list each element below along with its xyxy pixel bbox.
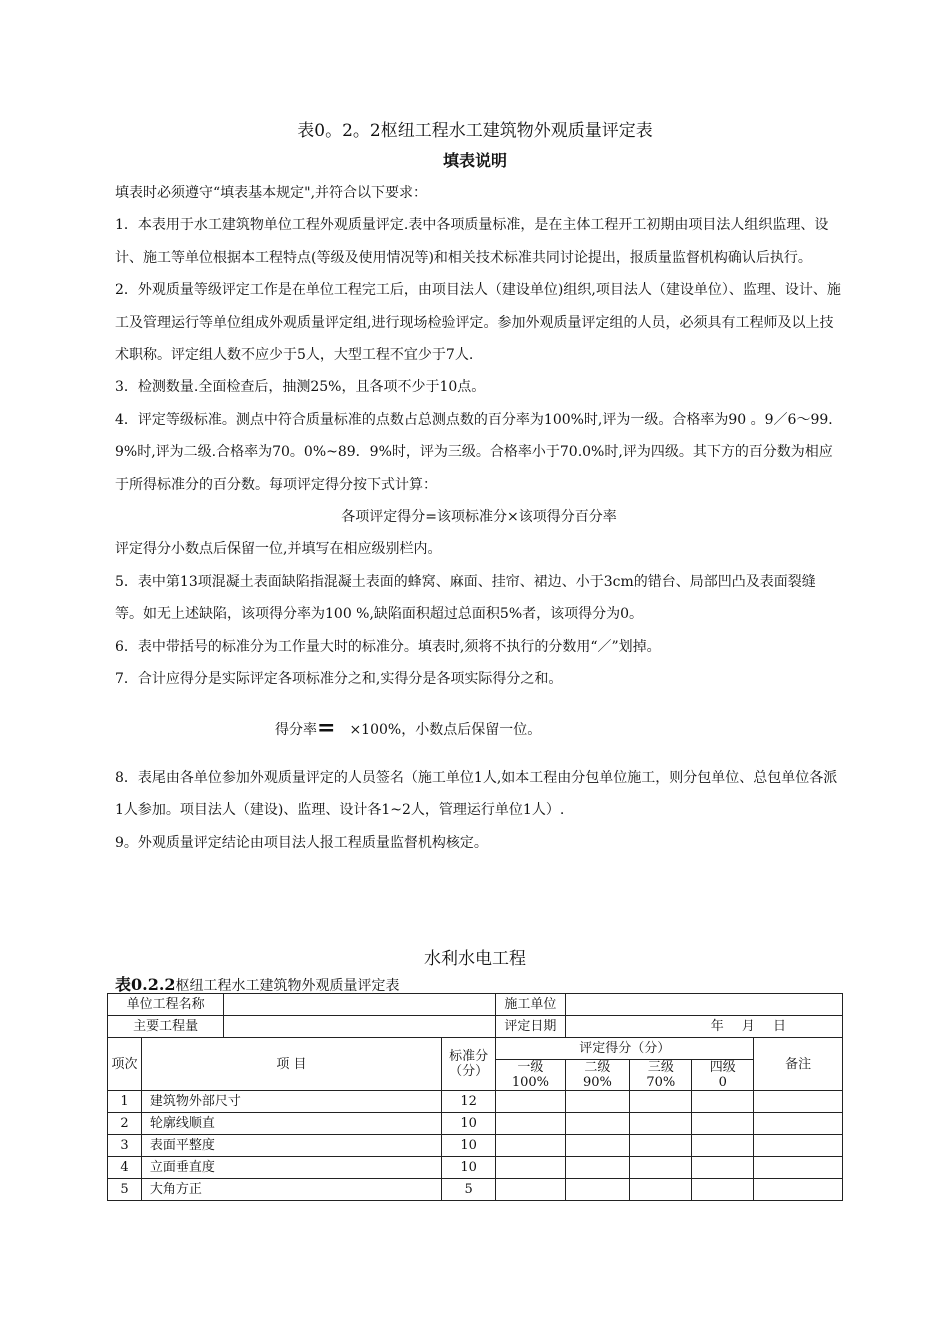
organization-heading: 水利水电工程 [424,949,526,969]
rate-formula-label: 得分率 [275,721,317,738]
unit-name-field[interactable] [224,994,496,1016]
score-cell[interactable] [496,1113,565,1135]
grade-name: 二级 [584,1060,611,1075]
score-formula: 各项评定得分=该项标准分×该项得分百分率 [341,509,617,526]
rate-formula [275,712,843,746]
table-caption [115,972,400,995]
grade-pct: 0 [718,1075,727,1090]
main-quantity-field[interactable] [224,1016,496,1038]
table-row [108,1091,843,1113]
table-row [108,1135,843,1157]
construction-unit-label: 施工单位 [496,994,565,1016]
table-caption-text: 枢纽工程水工建筑物外观质量评定表 [175,978,400,994]
col-seq-header: 项次 [108,1038,142,1091]
quality-evaluation-table [107,993,843,1201]
grade-pct: 90% [582,1075,612,1090]
unit-name-label: 单位工程名称 [108,994,224,1016]
score-cell[interactable] [692,1135,754,1157]
score-cell[interactable] [692,1091,754,1113]
remark-cell[interactable] [754,1113,843,1135]
row-std: 10 [442,1157,496,1179]
row-no: 1 [108,1091,142,1113]
row-std: 5 [442,1179,496,1201]
score-cell[interactable] [630,1157,692,1179]
score-cell[interactable] [565,1091,630,1113]
paragraph-3: 3．检测数量.全面检查后，抽测25%，且各项不少于10点。 [115,379,486,396]
paragraph-9: 9。外观质量评定结论由项目法人报工程质量监督机构核定。 [115,834,488,851]
remark-cell[interactable] [754,1179,843,1201]
row-item: 建筑物外部尺寸 [141,1091,441,1113]
remark-cell[interactable] [754,1091,843,1113]
instructions-body [115,177,843,859]
grade-2-header [565,1060,630,1091]
grade-pct: 70% [646,1075,676,1090]
score-cell[interactable] [692,1157,754,1179]
main-quantity-label: 主要工程量 [108,1016,224,1038]
col-remark-header: 备注 [754,1038,843,1091]
col-score-header: 评定得分（分） [496,1038,754,1060]
row-item: 大角方正 [141,1179,441,1201]
header-row-1 [108,994,843,1016]
score-cell[interactable] [565,1135,630,1157]
remark-cell[interactable] [754,1157,843,1179]
grade-name: 三级 [647,1060,674,1075]
header-row-2 [108,1016,843,1038]
row-no: 5 [108,1179,142,1201]
document-title: 表0。2。2枢纽工程水工建筑物外观质量评定表 [297,121,653,141]
row-std: 10 [442,1135,496,1157]
table-row [108,1113,843,1135]
paragraph-7: 7．合计应得分是实际评定各项标准分之和,实得分是各项实际得分之和。 [115,671,563,688]
section-heading: 填表说明 [442,151,507,170]
grade-name: 四级 [709,1060,736,1075]
rate-formula-equals: = [317,714,336,741]
score-cell[interactable] [496,1091,565,1113]
eval-date-field[interactable]: 年 月 日 [565,1016,842,1038]
paragraph-1: 1．本表用于水工建筑物单位工程外观质量评定.表中各项质量标准，是在主体工程开工初期由项目法人组织监理、设计、施工等单位根据本工程特点(等级及使用情况等)和相关技术标准共同讨论提出，报质量监督机构确认后执行。 [115,217,829,266]
row-std: 10 [442,1113,496,1135]
score-cell[interactable] [630,1179,692,1201]
row-item: 立面垂直度 [141,1157,441,1179]
row-no: 4 [108,1157,142,1179]
score-cell[interactable] [692,1113,754,1135]
paragraph-4: 4．评定等级标准。测点中符合质量标准的点数占总测点数的百分率为100%时,评为一级。合格率为90 。9／6～99．9%时,评为二级.合格率为70。0%~89．9%时，评为三级。合格率小于70.0%时,评为四级。其下方的百分数为相应于所得标准分的百分数。每项评定得分按下式计算： [115,411,843,493]
row-item: 轮廓线顺直 [141,1113,441,1135]
row-std: 12 [442,1091,496,1113]
remark-cell[interactable] [754,1135,843,1157]
rate-formula-rest: ×100%，小数点后保留一位。 [349,721,542,738]
paragraph-4b: 评定得分小数点后保留一位,并填写在相应级别栏内。 [115,541,442,558]
paragraph-8: 8．表尾由各单位参加外观质量评定的人员签名（施工单位1人,如本工程由分包单位施工，则分包单位、总包单位各派1人参加。项目法人（建设)、监理、设计各1~2人，管理运行单位1人）. [115,769,838,819]
paragraph-6: 6．表中带括号的标准分为工作量大时的标准分。填表时,须将不执行的分数用“／”划掉。 [115,638,661,655]
score-cell[interactable] [565,1179,630,1201]
grade-4-header [692,1060,754,1091]
construction-unit-field[interactable] [565,994,842,1016]
table-row [108,1179,843,1201]
grade-3-header [630,1060,692,1091]
paragraph-5: 5．表中第13项混凝土表面缺陷指混凝土表面的蜂窝、麻面、挂帘、裙边、小于3cm的错台、局部凹凸及表面裂缝等。如无上述缺陷，该项得分率为100 %,缺陷面积超过总面积5%者，该项得分为0。 [115,573,816,623]
score-cell[interactable] [565,1113,630,1135]
score-cell[interactable] [630,1135,692,1157]
score-cell[interactable] [692,1179,754,1201]
score-cell[interactable] [630,1091,692,1113]
row-no: 2 [108,1113,142,1135]
row-no: 3 [108,1135,142,1157]
score-cell[interactable] [630,1113,692,1135]
score-cell[interactable] [496,1135,565,1157]
intro-text: 填表时必须遵守“填表基本规定",并符合以下要求： [115,185,428,201]
grade-1-header [496,1060,565,1091]
column-header-row [108,1038,843,1060]
eval-date-label: 评定日期 [496,1016,565,1038]
grade-pct: 100% [511,1075,549,1090]
score-cell[interactable] [565,1157,630,1179]
score-cell[interactable] [496,1157,565,1179]
table-caption-number: 表0.2.2 [115,975,176,994]
col-std-header: 标准分（分） [442,1038,496,1091]
paragraph-2: 2．外观质量等级评定工作是在单位工程完工后，由项目法人（建设单位)组织,项目法人（建设单位）、监理、设计、施工及管理运行等单位组成外观质量评定组,进行现场检验评定。参加外观质量评定组的人员，必须具有工程师及以上技术职称。评定组人数不应少于5人，大型工程不宜少于7人. [115,282,841,364]
col-item-header: 项 目 [141,1038,441,1091]
grade-name: 一级 [517,1060,544,1075]
table-row [108,1157,843,1179]
row-item: 表面平整度 [141,1135,441,1157]
score-cell[interactable] [496,1179,565,1201]
